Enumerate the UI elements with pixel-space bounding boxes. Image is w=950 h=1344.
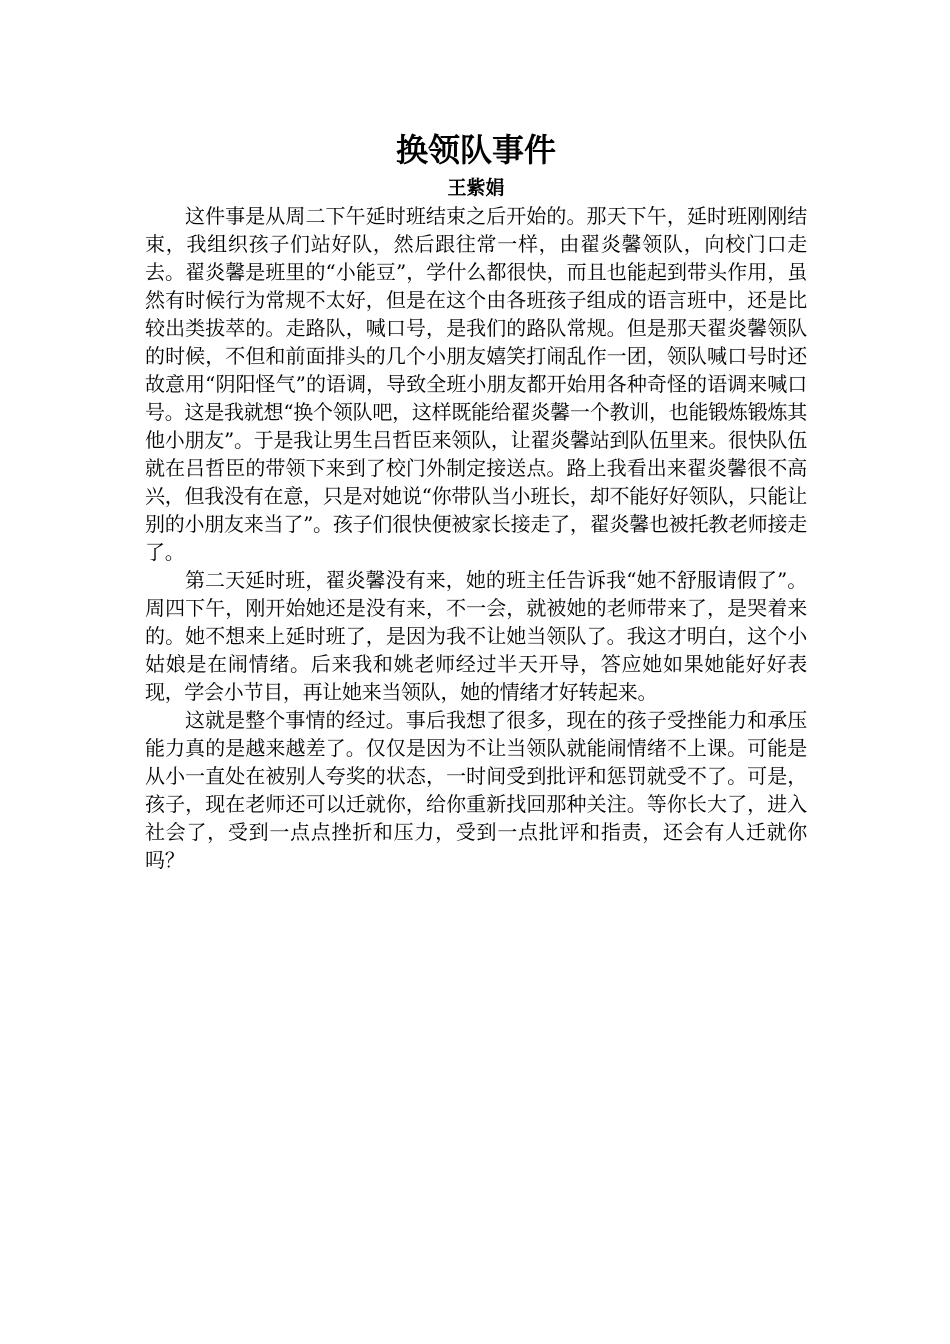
document-page — [145, 128, 807, 874]
paragraph-1: 这件事是从周二下午延时班结束之后开始的。那天下午，延时班刚刚结束，我组织孩子们站好队，然后跟往常一样，由翟炎馨领队，向校门口走去。翟炎馨是班里的“小能豆”，学什么都很快，而且也能起到带头作用，虽然有时候行为常规不太好，但是在这个由各班孩子组成的语言班中，还是比较出类拔萃的。走路队，喊口号，是我们的路队常规。但是那天翟炎馨领队的时候，不但和前面排头的几个小朋友嬉笑打闹乱作一团，领队喊口号时还故意用“阴阳怪气”的语调，导致全班小朋友都开始用各种奇怪的语调来喊口号。这是我就想“换个领队吧，这样既能给翟炎馨一个教训，也能锻炼锻炼其他小朋友”。于是我让男生吕哲臣来领队，让翟炎馨站到队伍里来。很快队伍就在吕哲臣的带领下来到了校门外制定接送点。路上我看出来翟炎馨很不高兴，但我没有在意，只是对她说“你带队当小班长，却不能好好领队，只能让别的小朋友来当了”。孩子们很快便被家长接走了，翟炎馨也被托教老师接走了。 — [145, 204, 807, 564]
paragraph-3: 这就是整个事情的经过。事后我想了很多，现在的孩子受挫能力和承压能力真的是越来越差了。仅仅是因为不让当领队就能闹情绪不上课。可能是从小一直处在被别人夸奖的状态，一时间受到批评和惩罚就受不了。可是，孩子，现在老师还可以迁就你，给你重新找回那种关注。等你长大了，进入社会了，受到一点点挫折和压力，受到一点批评和指责，还会有人迁就你吗？ — [145, 708, 807, 872]
paragraph-2: 第二天延时班，翟炎馨没有来，她的班主任告诉我“她不舒服请假了”。周四下午，刚开始她还是没有来，不一会，就被她的老师带来了，是哭着来的。她不想来上延时班了，是因为我不让她当领队了。我这才明白，这个小姑娘是在闹情绪。后来我和姚老师经过半天开导，答应她如果她能好好表现，学会小节目，再让她来当领队，她的情绪才好转起来。 — [145, 568, 807, 704]
document-author: 王紫娟 — [447, 177, 505, 199]
document-title: 换领队事件 — [395, 131, 556, 169]
